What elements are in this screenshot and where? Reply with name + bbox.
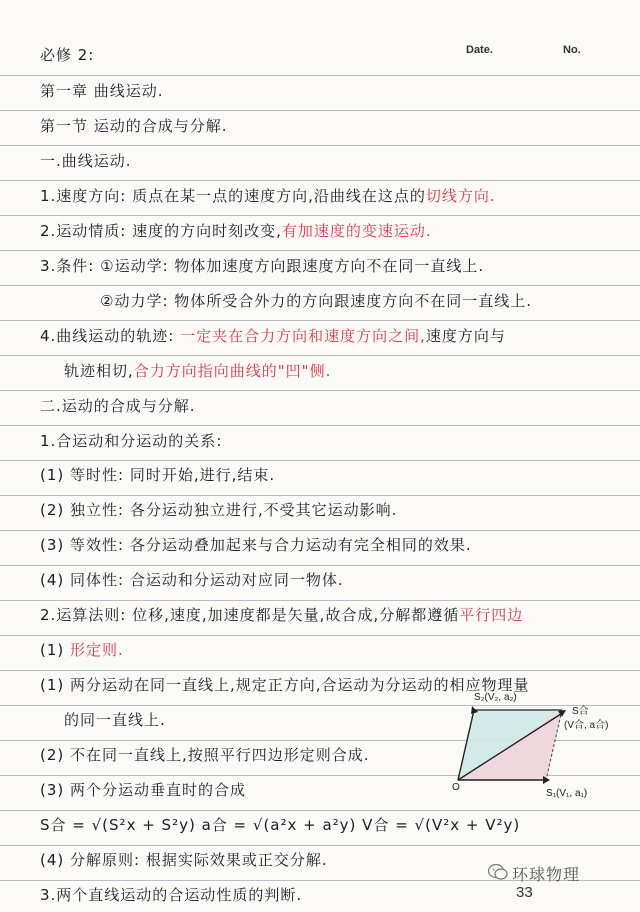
note-line [100,284,640,318]
note-text: (4) 分解原则: 根据实际效果或正交分解. [40,850,328,869]
note-text: (2) 独立性: 各分运动独立进行,不受其它运动影响. [40,501,398,520]
date-label: Date. [466,44,493,56]
note-text: 第一节 运动的合成与分解. [40,116,228,135]
note-text: 的同一直线上. [64,711,166,730]
page-number: 33 [516,884,533,901]
highlighted-text: 有加速度的变速运动. [281,221,432,240]
note-text: 速度方向与 [425,326,506,345]
label-s2: S₂(V₂, a₂) [474,692,517,703]
highlighted-text: 切线方向. [425,186,496,205]
note-text: (3) 等效性: 各分运动叠加起来与合力运动有完全相同的效果. [40,536,472,555]
note-line [40,74,640,108]
label-s1: S₁(V₁, a₁) [546,788,588,799]
note-text: S合 = √(S²x + S²y) a合 = √(a²x + a²y) V合 = √(V²x + V²y) [40,815,521,834]
number-label: No. [563,44,581,56]
label-origin: O [452,782,460,793]
note-line [40,109,640,143]
note-text: 第一章 曲线运动. [40,82,164,100]
note-line [40,144,640,178]
note-text: 2.运动情质: 速度的方向时刻改变, [40,221,282,240]
note-line [40,563,640,597]
label-resultant: S合 [572,706,589,717]
note-line [40,319,640,353]
book-title: 必修 2: [40,46,95,64]
note-line [40,424,640,458]
note-text: 3.条件: ①运动学: 物体加速度方向跟速度方向不在同一直线上. [40,256,485,275]
highlighted-text: 一定夹在合力方向和速度方向之间, [180,326,426,345]
note-line [40,179,640,213]
chapter-heading-title [40,38,640,72]
note-text: 4.曲线运动的轨迹: [40,326,181,345]
note-text: 二.运动的合成与分解. [40,396,196,415]
note-line [40,633,640,667]
note-line [40,598,640,632]
highlighted-text: 合力方向指向曲线的"凹"侧. [133,361,332,380]
note-text: (1) [40,641,65,660]
note-line [40,808,640,842]
label-resultant-sub: (V合, a合) [564,720,609,731]
note-line [40,389,640,423]
note-text: 1.速度方向: 质点在某一点的速度方向,沿曲线在这点的 [40,186,426,205]
parallelogram-diagram [452,694,630,804]
vector-diagram-svg [452,694,630,804]
note-text: ②动力学: 物体所受合外力的方向跟速度方向不在同一直线上. [100,291,533,310]
note-text: (4) 同体性: 合运动和分运动对应同一物体. [40,571,344,590]
note-text: (1) 等时性: 同时开始,进行,结束. [40,466,276,485]
highlighted-text: 平行四边 [459,606,524,625]
note-line [40,528,640,562]
note-text: (2) 不在同一直线上,按照平行四边形定则合成. [40,746,370,765]
note-line [64,354,640,388]
watermark-text: 环球物理 [512,865,581,884]
note-line [40,214,640,248]
note-text: (1) 两分运动在同一直线上,规定正方向,合运动为分运动的相应物理量 [40,676,530,695]
note-text: (3) 两个分运动垂直时的合成 [40,781,247,799]
note-line [40,249,640,283]
note-line [40,493,640,527]
note-text: 一.曲线运动. [40,151,132,170]
highlighted-text: 形定则. [64,641,124,660]
wechat-icon [488,863,508,881]
note-text: 1.合运动和分运动的关系: [40,431,223,450]
note-text: 轨迹相切, [64,361,134,380]
note-text: 3.两个直线运动的合运动性质的判断. [40,885,303,904]
note-line [40,458,640,492]
note-text: 2.运算法则: 位移,速度,加速度都是矢量,故合成,分解都遵循 [40,606,460,625]
